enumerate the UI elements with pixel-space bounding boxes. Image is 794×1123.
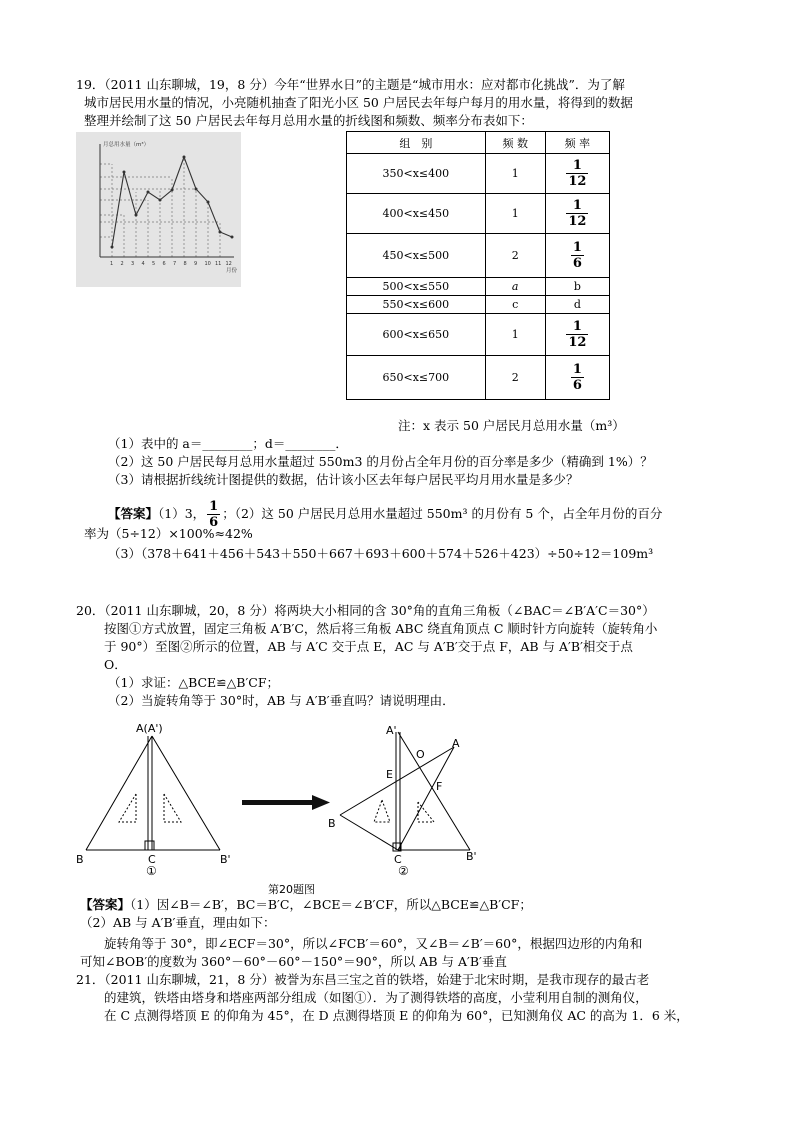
frequency-table (346, 131, 610, 400)
table-row (347, 194, 610, 234)
table-row (347, 278, 610, 296)
q20-line1: 20．（2011 山东聊城，20，8 分）将两块大小相同的含 30°角的直角三角板（∠BAC＝∠B′A′C＝30°） (76, 603, 655, 618)
month-tick-label: 6 (162, 261, 166, 267)
q20-line4: O． (104, 657, 127, 672)
table-row (347, 314, 610, 356)
label-o: O (416, 748, 425, 761)
q20-answer-line3: 旋转角等于 30°，即∠ECF＝30°，所以∠FCB′＝60°，又∠B＝∠B′＝60°，根据四边形的内角和 (104, 936, 643, 951)
cell-rate: $\frac{1}{12}$ (568, 198, 587, 229)
q20-sub2: （2）当旋转角等于 30°时，AB 与 A′B′垂直吗？请说明理由． (108, 693, 455, 708)
q20-sub1: （1）求证：△BCE≌△B′CF； (108, 675, 280, 690)
q19-sub3: （3）请根据折线统计图提供的数据，估计该小区去年每户居民平均月用水量是多少？ (108, 472, 579, 487)
triangle-figure-1 (74, 722, 244, 877)
cell-count: 2 (485, 234, 545, 278)
q19-sub1: （1）表中的 a＝________；d＝________． (108, 436, 348, 451)
label-c: C (394, 853, 402, 866)
label-e: E (386, 768, 393, 781)
q19-sub2: （2）这 50 户居民每月总用水量超过 550m3 的月份占全年月份的百分率是多少（精确到 1%）？ (108, 454, 653, 469)
header-count: 频 数 (485, 132, 545, 154)
month-tick-label: 7 (173, 261, 177, 267)
q20-line3: 于 90°）至图②所示的位置，AB 与 A′C 交于点 E，AC 与 A′B′交于点 F，AB 与 A′B′相交于点 (104, 639, 633, 654)
month-tick-label: 4 (141, 261, 145, 267)
month-tick-label: 12 (225, 261, 232, 267)
cell-group: 550<x≤600 (347, 296, 486, 314)
figure-caption: 第20题图 (268, 883, 315, 896)
label-c: C (148, 853, 156, 866)
cell-count: 1 (485, 314, 545, 356)
arrow-icon (242, 795, 330, 811)
q19-line1: 19．（2011 山东聊城，19，8 分）今年“世界水日”的主题是“城市用水：应对都市化挑战”．为了解 (76, 77, 625, 92)
cell-group: 650<x≤700 (347, 356, 486, 400)
label-a: A (452, 737, 460, 750)
label-fig-num: ② (398, 864, 409, 877)
table-row (347, 234, 610, 278)
header-rate: 频 率 (545, 132, 609, 154)
q21-line2: 的建筑，铁塔由塔身和塔座两部分组成（如图①）．为了测得铁塔的高度，小莹利用自制的测角仪， (104, 990, 648, 1005)
month-tick-label: 10 (204, 261, 211, 267)
table-row (347, 296, 610, 314)
table-row (347, 154, 610, 194)
cell-rate: $\frac{1}{6}$ (572, 362, 582, 393)
q19-line2: 城市居民用水量的情况，小亮随机抽查了阳光小区 50 户居民去年每户每月的用水量，将得到的数据 (84, 95, 633, 110)
q19-answer-line3: （3）（378＋641＋456＋543＋550＋667＋693＋600＋574＋526＋423）÷50÷12＝109m³ (108, 546, 654, 561)
q20-answer-line2: （2）AB 与 A′B′垂直，理由如下： (80, 915, 276, 930)
month-tick-label: 9 (194, 261, 198, 267)
q20-line2: 按图①方式放置，固定三角板 A′B′C，然后将三角板 ABC 绕直角顶点 C 顺时针方向旋转（旋转角小 (104, 621, 658, 636)
cell-group: 400<x≤450 (347, 194, 486, 234)
table-note: 注：x 表示 50 户居民月总用水量（m³） (398, 418, 625, 433)
chart-xunit: 月份 (226, 268, 238, 274)
month-tick-label: 2 (120, 261, 124, 267)
cell-group: 350<x≤400 (347, 154, 486, 194)
cell-rate: $\frac{1}{12}$ (568, 319, 587, 350)
cell-rate: d (545, 296, 609, 314)
table-row (347, 356, 610, 400)
cell-count: 1 (485, 154, 545, 194)
month-tick-label: 5 (152, 261, 156, 267)
water-usage-line-chart (76, 132, 241, 287)
q19-answer-line2: 率为（5÷12）×100%≈42% (84, 526, 253, 541)
label-fig-num: ① (146, 864, 157, 877)
label-aprime: A' (386, 724, 397, 737)
cell-count: a (485, 278, 545, 296)
month-tick-label: 3 (131, 261, 135, 267)
cell-rate: $\frac{1}{12}$ (568, 158, 587, 189)
chart-ylabel: 月总用水量（m³） (103, 142, 150, 148)
cell-group: 500<x≤550 (347, 278, 486, 296)
header-group: 组 别 (347, 132, 486, 154)
label-bprime: B' (466, 850, 477, 863)
q20-answer-line1: 【答案】（1）因∠B＝∠B′，BC＝B′C，∠BCE＝∠B′CF，所以△BCE≌△B′CF； (80, 897, 532, 912)
cell-count: 2 (485, 356, 545, 400)
cell-count: 1 (485, 194, 545, 234)
month-tick-label: 1 (110, 261, 114, 267)
q19-line3: 整理并绘制了这 50 户居民去年每月总用水量的折线图和频数、频率分布表如下： (84, 113, 533, 128)
cell-count: c (485, 296, 545, 314)
q21-line1: 21．（2011 山东聊城，21，8 分）被誉为东昌三宝之首的铁塔，始建于北宋时期，是我市现存的最古老 (76, 972, 650, 987)
label-b: B (76, 853, 84, 866)
month-tick-label: 8 (183, 261, 187, 267)
q19-answer-line1: 【答案】（1）3， $\frac{1}{6}$ ；（2）这 50 户居民月总用水量超过 550m³ 的月份有 5 个，占全年月份的百分 (108, 499, 663, 530)
triangle-figure-2 (322, 722, 490, 877)
cell-rate: b (545, 278, 609, 296)
q21-line3: 在 C 点测得塔顶 E 的仰角为 45°，在 D 点测得塔顶 E 的仰角为 60°，已知测角仪 AC 的高为 1．6 米， (104, 1008, 689, 1023)
q20-answer-line4: 可知∠BOB′的度数为 360°－60°－60°－150°＝90°，所以 AB 与 A′B′垂直 (80, 954, 507, 969)
label-bprime: B' (220, 853, 231, 866)
label-apex: A(A') (136, 722, 163, 735)
cell-rate: $\frac{1}{6}$ (572, 240, 582, 271)
label-f: F (436, 780, 443, 793)
cell-group: 450<x≤500 (347, 234, 486, 278)
cell-group: 600<x≤650 (347, 314, 486, 356)
label-b: B (328, 817, 336, 830)
month-tick-label: 11 (215, 261, 222, 267)
